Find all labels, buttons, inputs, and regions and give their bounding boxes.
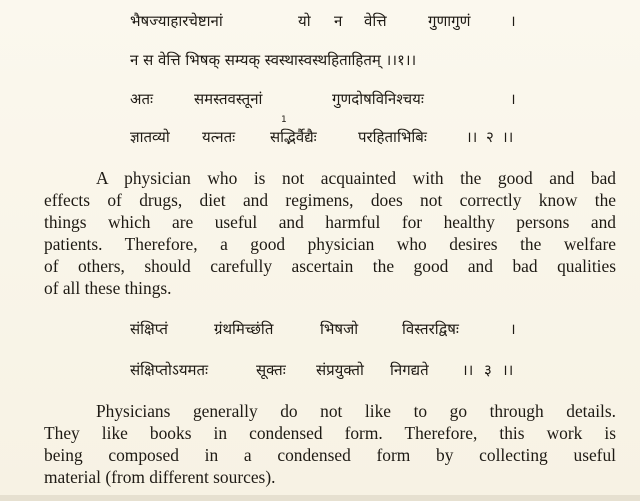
page-edge [0,495,640,501]
verse-word: ।। [462,361,474,379]
verse-word: न [334,12,343,30]
verse-word: ।। [502,128,514,146]
verse-word: ग्रंथमिच्छंति [214,320,274,338]
paragraph-line: Physicians generally do not like to go through details. [96,401,616,421]
verse-word: संक्षिप्तं [130,320,168,338]
verse-1a [130,12,520,30]
verse-word: ।। [502,361,514,379]
verse-word: भिषजो [320,320,359,338]
verse-3b [130,361,520,379]
verse-word: सूक्तः [256,361,286,379]
footnote-marker: 1 [281,115,287,125]
paragraph-line: patients. Therefore, a good physician who desires the welfare [44,234,616,254]
paragraph-line: A physician who is not acquainted with the good and bad [96,168,616,188]
verse-word: अतः [130,90,154,108]
verse-word: । [510,12,516,30]
verse-word: गुणदोषविनिश्चयः [332,90,424,108]
verse-word: ३ [484,361,492,379]
verse-word: निगद्यते [390,361,429,379]
paragraph-2 [44,400,616,488]
paragraph-line: of others, should carefully ascertain the good and bad qualities [44,256,616,276]
verse-word: समस्तवस्तूनां [194,90,263,108]
paragraph-line: effects of drugs, diet and regimens, does not correctly know the [44,190,616,210]
verse-word: यो [298,12,311,30]
verse-3a [130,320,520,338]
verse-word: । [510,320,516,338]
verse-word: न स वेत्ति भिषक् सम्यक् स्वस्थास्वस्थहिताहितम् ।।१।। [130,51,417,69]
verse-1b [130,51,530,69]
verse-word: यत्नतः [202,128,236,146]
verse-word: २ [486,128,494,146]
verse-word: गुणागुणं [428,12,471,30]
verse-word: विस्तरद्विषः [402,320,459,338]
verse-2b [130,128,520,146]
verse-word: संप्रयुक्तो [316,361,364,379]
verse-word: वेत्ति [364,12,387,30]
paragraph-line: material (from different sources). [44,467,276,487]
verse-word: ।। [466,128,478,146]
verse-word: । [510,90,516,108]
paragraph-1 [44,167,616,299]
paragraph-line: They like books in condensed form. Therefore, this work is [44,423,616,443]
paragraph-line: things which are useful and harmful for healthy persons and [44,212,616,232]
verse-word: ज्ञातव्यो [130,128,170,146]
verse-word: सद्भिर्वैद्यैः [270,128,317,146]
paragraph-line: being composed in a condensed form by collecting useful [44,445,616,465]
verse-2a [130,90,520,108]
paragraph-line: of all these things. [44,278,172,298]
verse-word: भैषज्याहारचेष्टानां [130,12,223,30]
verse-word: परहिताभिबिः [358,128,427,146]
verse-word: संक्षिप्तोऽयमतः [130,361,209,379]
